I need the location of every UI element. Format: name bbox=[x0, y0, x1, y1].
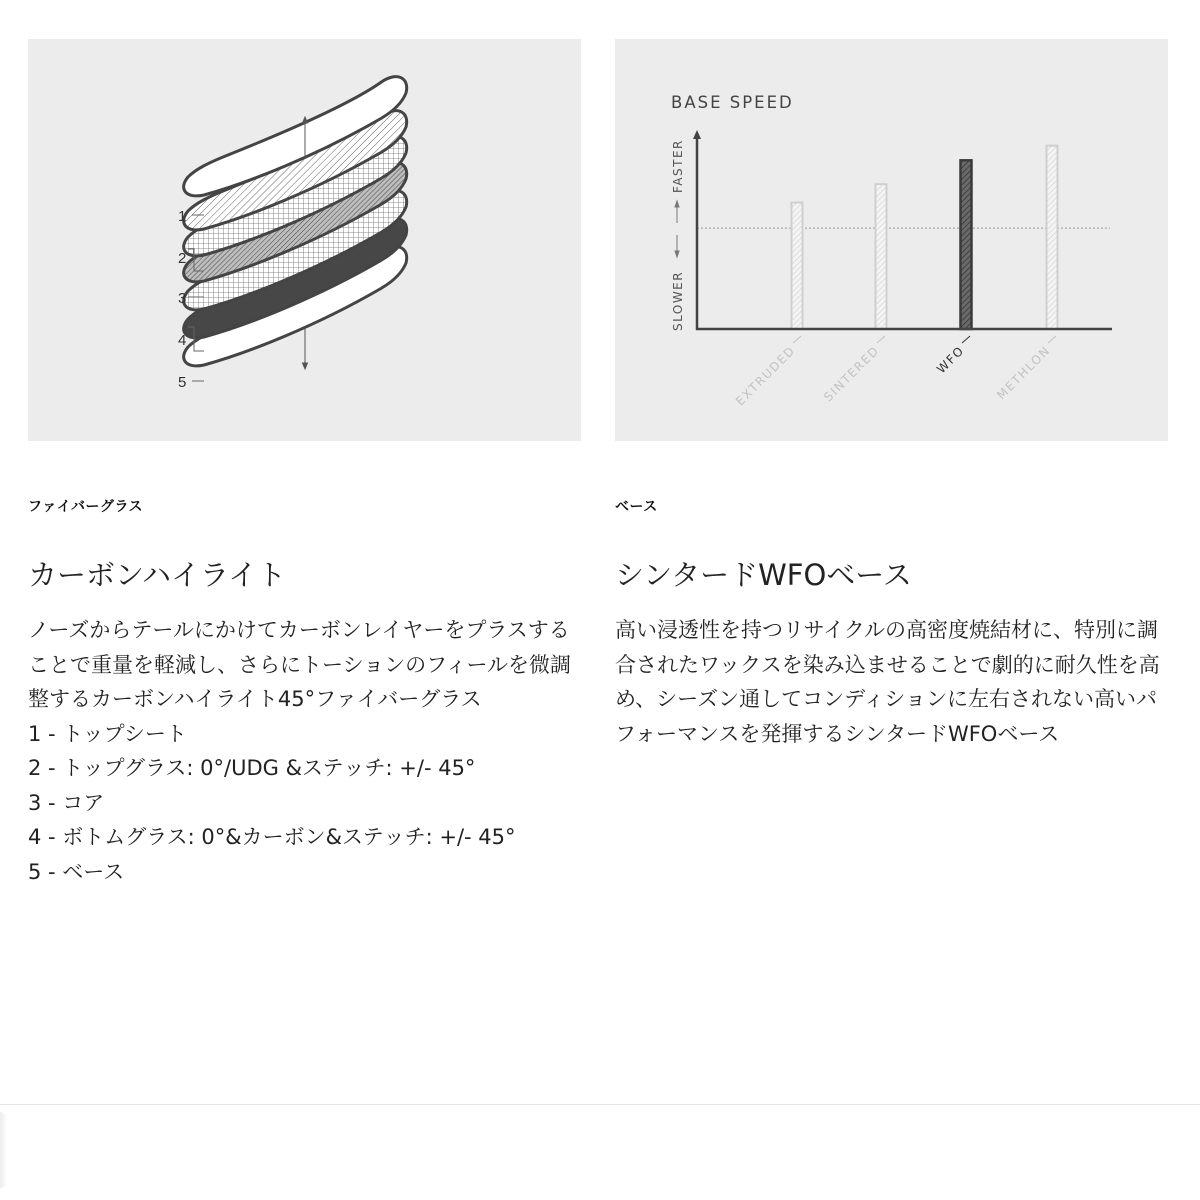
floating-widget-edge bbox=[0, 1112, 8, 1188]
base-speed-chart bbox=[615, 39, 1168, 441]
x-axis-labels bbox=[733, 336, 1056, 408]
base-title: シンタードWFOベース bbox=[615, 558, 912, 592]
x-tick-wfo bbox=[962, 336, 970, 343]
chart-title: BASE SPEED bbox=[671, 93, 794, 112]
bar-extruded bbox=[792, 203, 803, 330]
base-section bbox=[615, 39, 1168, 751]
y-axis-label-faster: FASTER bbox=[671, 139, 685, 193]
bar-wfo bbox=[961, 160, 972, 329]
x-tick-methlon bbox=[1048, 336, 1056, 343]
layer-marker-5: 5 bbox=[178, 374, 187, 391]
x-label-extruded: EXTRUDED bbox=[732, 343, 799, 409]
layer-list-item: 4 - ボトムグラス: 0°&カーボン&ステッチ: +/- 45° bbox=[28, 825, 516, 849]
construction-eyebrow: ファイバーグラス bbox=[28, 499, 144, 515]
construction-section bbox=[28, 39, 581, 889]
base-body bbox=[615, 613, 1168, 751]
layer-marker-4: 4 bbox=[178, 332, 187, 349]
layer-marker-2: 2 bbox=[178, 250, 187, 267]
layer-list bbox=[28, 717, 581, 890]
layer-diagram-panel bbox=[28, 39, 581, 441]
x-tick-extruded bbox=[793, 336, 801, 343]
construction-description: ノーズからテールにかけてカーボンレイヤーをプラスすることで重量を軽減し、さらにトーションのフィールを微調整するカーボンハイライト45°ファイバーグラス bbox=[28, 618, 572, 711]
construction-title: カーボンハイライト bbox=[28, 558, 287, 592]
layer-list-item: 3 - コア bbox=[28, 790, 105, 815]
layer-list-item: 2 - トップグラス: 0°/UDG &ステッチ: +/- 45° bbox=[28, 756, 476, 780]
x-label-wfo: WFO bbox=[934, 343, 968, 377]
base-eyebrow: ベース bbox=[615, 499, 658, 515]
section-divider bbox=[0, 1104, 1200, 1105]
x-label-methlon: METHLON bbox=[994, 343, 1054, 403]
layer-stack-diagram bbox=[28, 39, 581, 441]
layer-list-item: 5 - ベース bbox=[28, 859, 125, 884]
bars-group bbox=[792, 146, 1058, 329]
base-description: 高い浸透性を持つリサイクルの高密度焼結材に、特別に調合されたワックスを染み込ませることで劇的に耐久性を高め、シーズン通してコンディションに左右されない高いパフォーマンスを発揮するシンタードWFOベース bbox=[615, 618, 1160, 746]
layer-marker-3: 3 bbox=[178, 290, 187, 307]
x-tick-sintered bbox=[877, 336, 885, 343]
layer-list-item: 1 - トップシート bbox=[28, 721, 187, 746]
base-speed-chart-panel bbox=[615, 39, 1168, 441]
explode-arrow-bottom bbox=[303, 329, 308, 369]
bar-sintered bbox=[876, 184, 887, 329]
y-axis-label-slower: SLOWER bbox=[671, 270, 685, 331]
y-axis-arrowhead bbox=[693, 130, 701, 139]
y-axis-direction-arrows bbox=[675, 201, 679, 257]
x-label-sintered: SINTERED bbox=[821, 343, 883, 405]
bar-methlon bbox=[1047, 146, 1058, 329]
layer-marker-1: 1 bbox=[178, 208, 187, 225]
construction-body bbox=[28, 613, 581, 889]
